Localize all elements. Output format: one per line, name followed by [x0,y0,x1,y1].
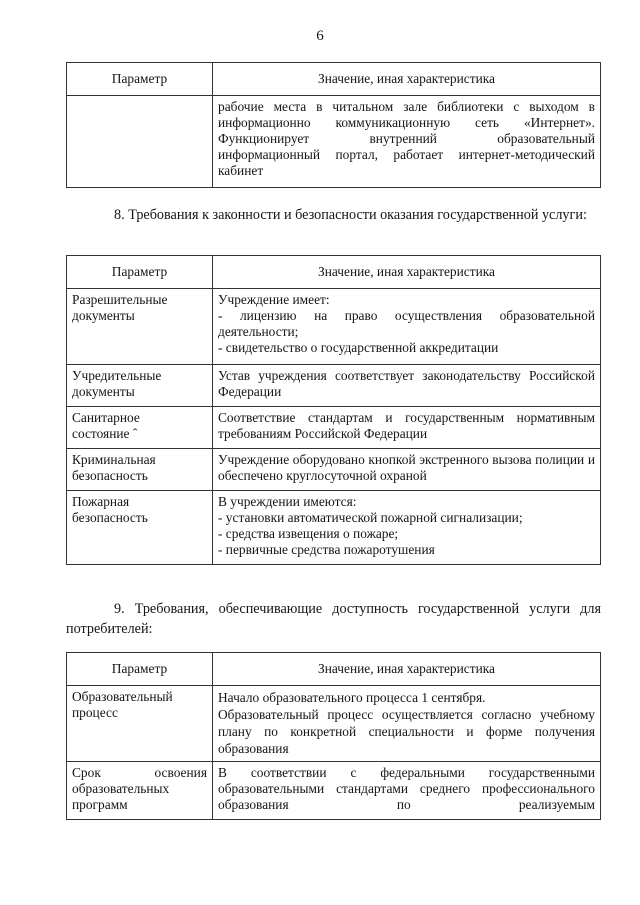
value-cell [213,491,601,565]
table-row [67,96,601,188]
param-line: Учредительные [72,368,162,383]
table-header-row [67,653,601,686]
value-line: Функционирует внутренний образовательный [218,131,595,146]
param-line: документы [72,384,135,399]
value-line: информационно коммуникационную сеть «Интернет». [218,115,595,130]
table-section-8 [66,255,601,565]
value-line: В соответствии с федеральными государственными образовательными стандартами среднего профессионального образования по реализуемым [218,765,595,812]
value-line: - средства извещения о пожаре; [218,526,399,541]
value-line: Устав учреждения соответствует законодательству Российской Федерации [218,368,595,399]
value-cell [213,407,601,449]
value-line: - первичные средства пожаротушения [218,542,435,557]
value-line: Учреждение имеет: [218,292,330,307]
value-line: рабочие места в читальном зале библиотеки с выходом в [218,99,595,114]
param-line: процесс [72,705,118,720]
header-value: Значение, иная характеристика [213,63,601,96]
value-line: В учреждении имеются: [218,494,357,509]
page-number: 6 [316,28,324,44]
section-8-heading: 8. Требования к законности и безопасности оказания государственной услуги: [114,207,587,223]
table-section-9 [66,652,601,820]
param-cell [67,365,213,407]
param-line: программ [72,797,128,812]
param-cell [67,289,213,365]
value-cell [213,96,601,188]
value-line: информационный портал, работает интернет-методический [218,147,595,162]
param-line: документы [72,308,135,323]
param-cell [67,686,213,762]
table-row [67,449,601,491]
param-cell [67,96,213,188]
value-cell [213,365,601,407]
param-line: Образовательный [72,689,173,704]
value-line: Соответствие стандартам и государственным нормативным требованиям Российской Федерации [218,410,595,441]
section-9-heading: 9. Требования, обеспечивающие доступность государственной услуги для потребителей: [66,601,601,637]
value-cell [213,762,601,820]
value-line: кабинет [218,163,264,178]
value-cell [213,449,601,491]
header-param: Параметр [67,63,213,96]
param-cell [67,449,213,491]
param-line: безопасность [72,510,148,525]
table-row [67,491,601,565]
param-line: Пожарная [72,494,130,509]
param-cell [67,491,213,565]
value-cell [213,686,601,762]
value-line: Начало образовательного процесса 1 сентября. [218,690,486,705]
param-line: состояние ˆ [72,426,138,441]
param-line: Срок освоения [72,765,207,780]
value-line: Учреждение оборудовано кнопкой экстренного вызова полиции и обеспечено круглосуточной охраной [218,452,595,483]
param-line: Разрешительные [72,292,168,307]
header-param: Параметр [67,256,213,289]
value-line: Образовательный процесс осуществляется согласно учебному плану по конкретной специальности и форме получения образования [218,707,595,756]
param-line: Криминальная [72,452,156,467]
table-row [67,686,601,762]
header-param: Параметр [67,653,213,686]
table-row [67,762,601,820]
table-header-row [67,63,601,96]
value-line: - установки автоматической пожарной сигнализации; [218,510,523,525]
table-continuation [66,62,601,188]
table-row [67,407,601,449]
param-cell [67,407,213,449]
value-cell [213,289,601,365]
table-header-row [67,256,601,289]
value-line: - свидетельство о государственной аккредитации [218,340,499,355]
table-row [67,365,601,407]
param-line: Санитарное [72,410,140,425]
table-row [67,289,601,365]
param-line: безопасность [72,468,148,483]
param-line: образовательных [72,781,170,796]
header-value: Значение, иная характеристика [213,256,601,289]
param-cell [67,762,213,820]
header-value: Значение, иная характеристика [213,653,601,686]
value-line: - лицензию на право осуществления образовательной деятельности; [218,308,595,339]
